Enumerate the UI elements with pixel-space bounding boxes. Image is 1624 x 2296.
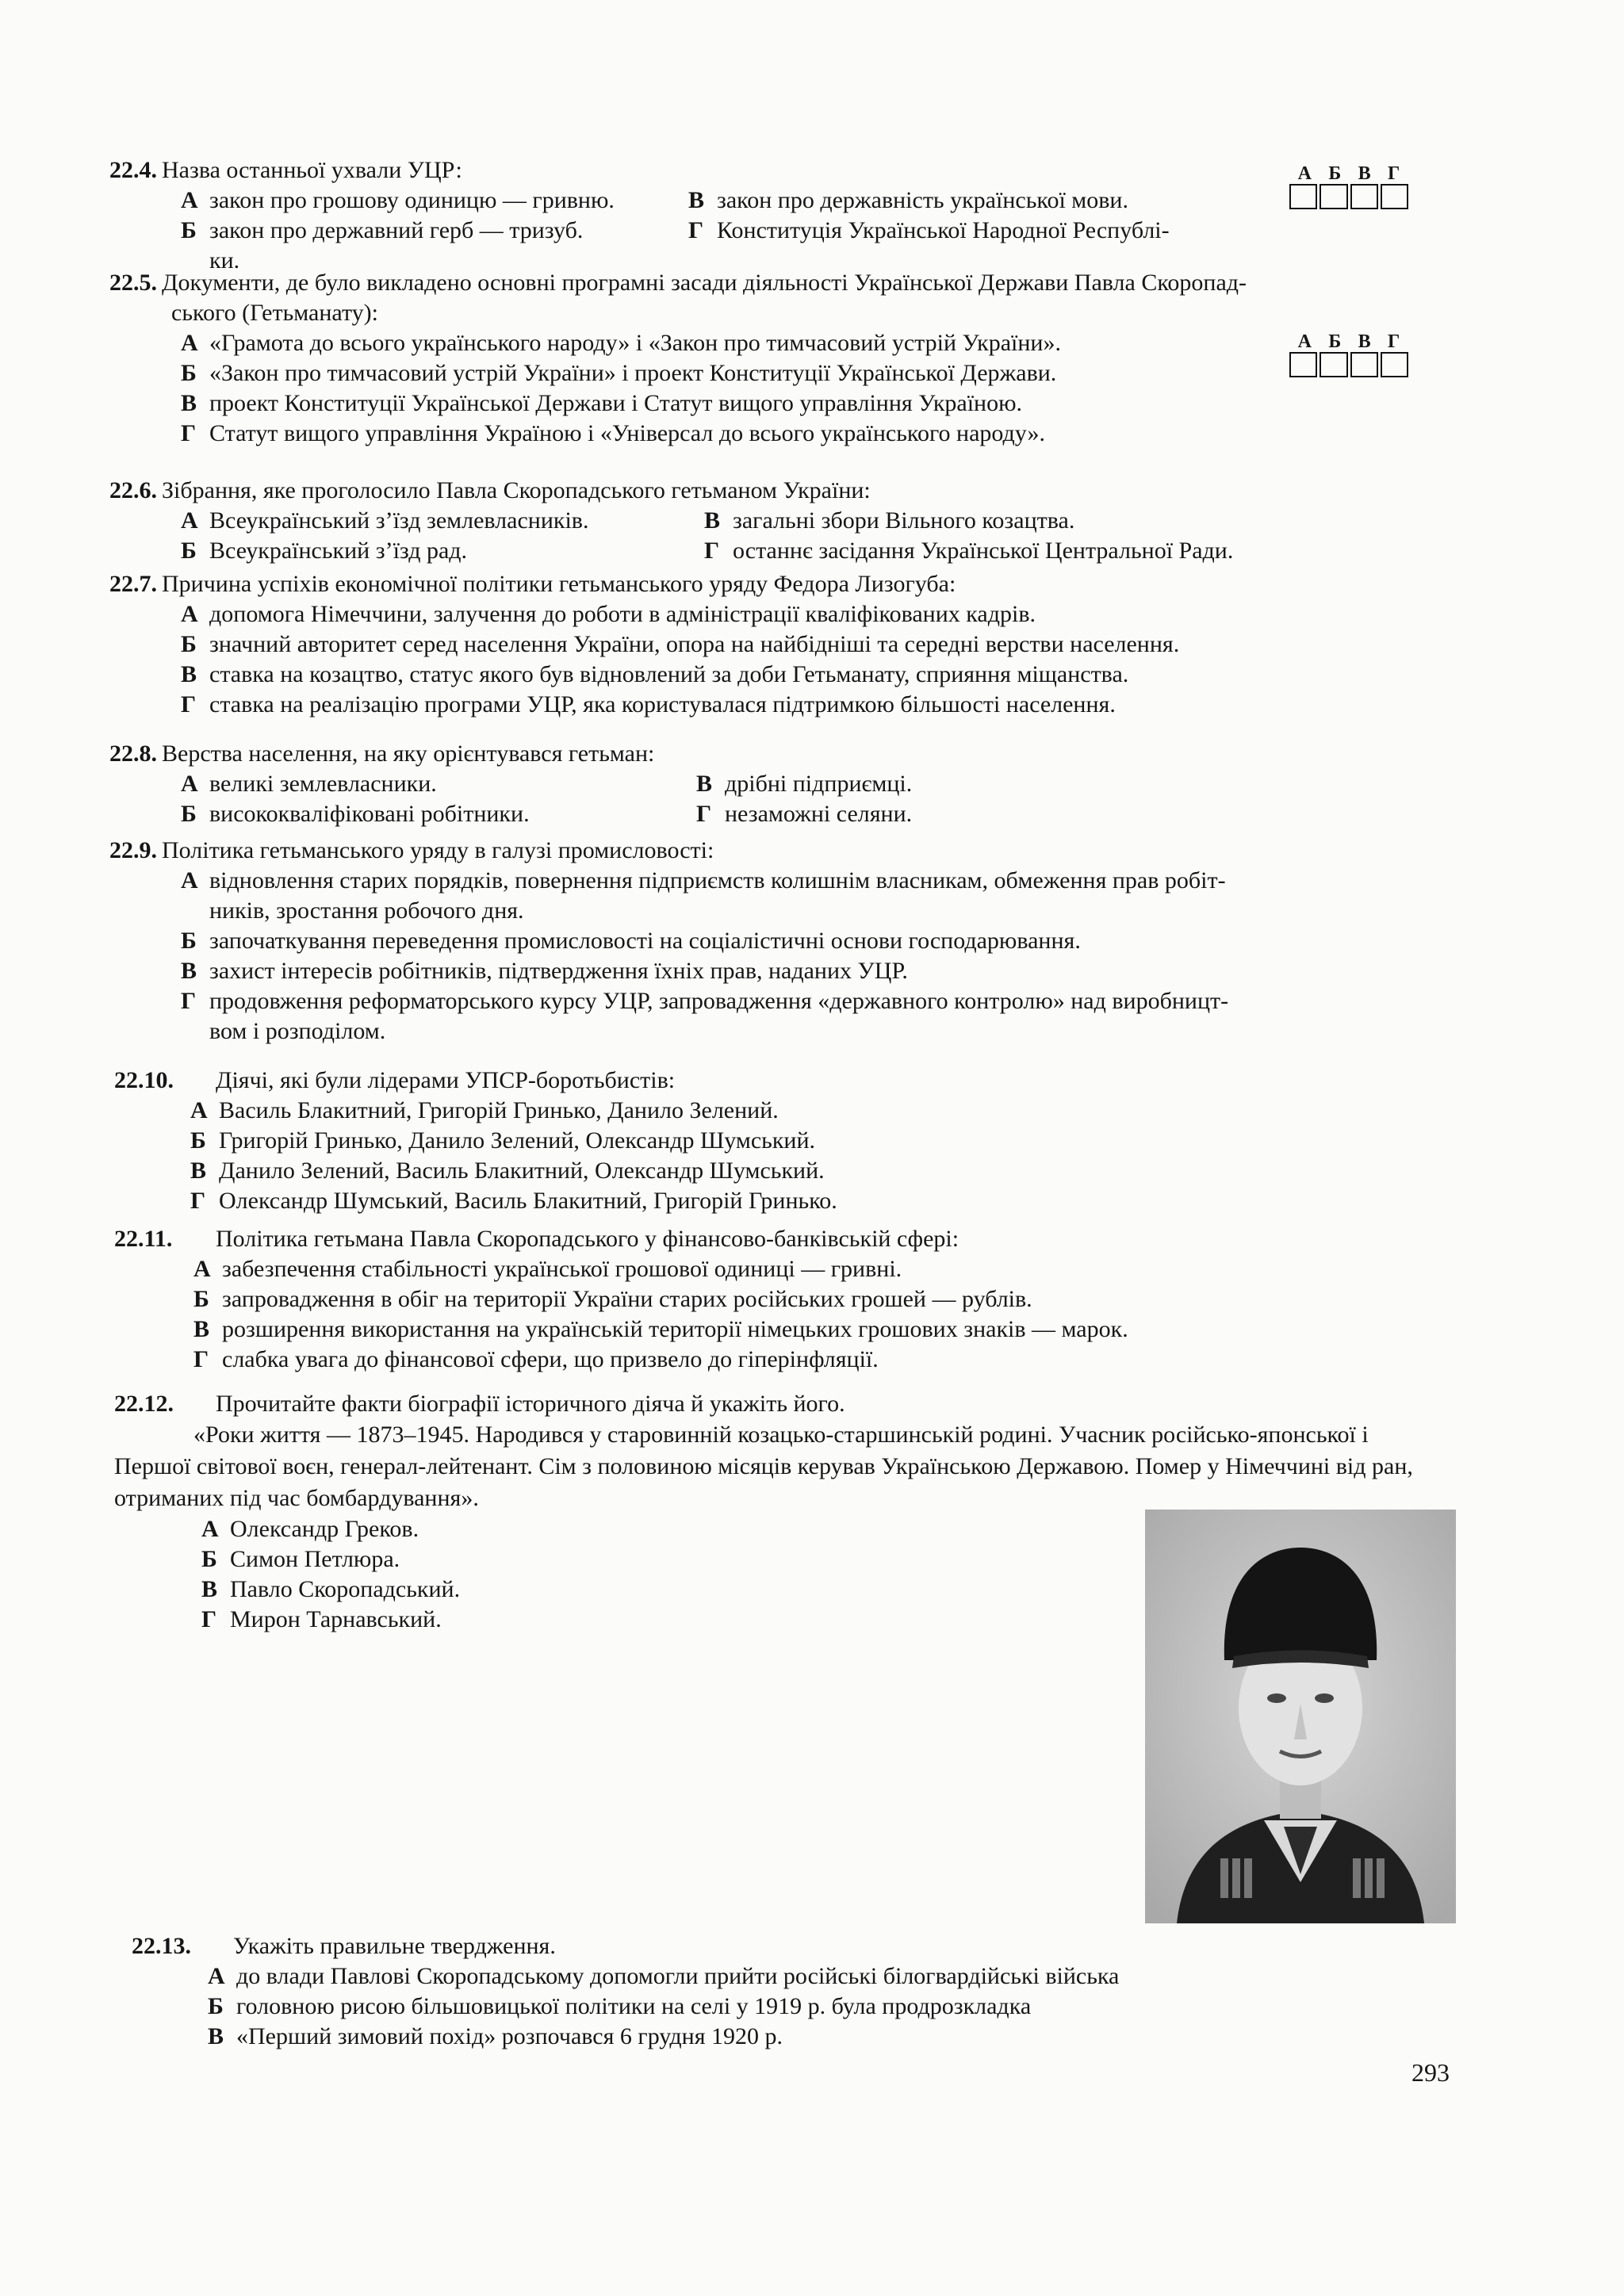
option-v: В ставка на козацтво, статус якого був відновлений за доби Гетьманату, сприяння міщанства. (181, 661, 1129, 687)
option-b: Б Григорій Гринько, Данило Зелений, Олександр Шумський. (190, 1127, 816, 1154)
answer-box[interactable] (1289, 352, 1317, 377)
question-text: Верства населення, на яку орієнтувався гетьман: (162, 740, 655, 767)
option-g: Г Олександр Шумський, Василь Блакитний, Григорій Гринько. (190, 1188, 837, 1214)
question-22-7 (109, 569, 1457, 720)
question-text: Зібрання, яке проголосило Павла Скоропадського гетьманом України: (162, 477, 871, 503)
option-a: А закон про грошову одиницю — гривню. (181, 187, 615, 213)
option-v: В розширення використання на українській території німецьких грошових знаків — марок. (193, 1316, 1128, 1342)
option-b: Б «Закон про тимчасовий устрій України» і проект Конституції Української Держави. (181, 360, 1057, 386)
question-text: Причина успіхів економічної політики гетьманського уряду Федора Лизогуба: (162, 571, 956, 597)
question-number: 22.10. (114, 1067, 174, 1093)
question-number: 22.9. (109, 837, 157, 863)
question-number: 22.6. (109, 477, 157, 503)
question-number: 22.5. (109, 270, 157, 296)
question-text: Укажіть правильне твердження. (233, 1933, 556, 1959)
question-22-8 (109, 739, 1457, 829)
option-v: В Павло Скоропадський. (201, 1576, 461, 1602)
question-number: 22.4. (109, 157, 157, 183)
question-text: Назва останньої ухвали УЦР: (162, 157, 462, 183)
option-b: Б Всеукраїнський з’їзд рад. (181, 538, 468, 564)
option-g: Г продовження реформаторського курсу УЦР, запровадження «державного контролю» над виробницт- вом і розподілом. (181, 988, 1229, 1044)
options-grid (181, 769, 1457, 829)
option-b: Б головною рисою більшовицької політики на селі у 1919 р. була продрозкладка (208, 1993, 1032, 2019)
answer-box[interactable] (1289, 184, 1317, 209)
question-text-continued: ського (Гетьманату): (171, 300, 378, 326)
option-v: В «Перший зимовий похід» розпочався 6 грудня 1920 р. (208, 2023, 783, 2049)
portrait-illustration (1145, 1510, 1456, 1923)
option-v: В захист інтересів робітників, підтвердження їхніх прав, наданих УЦР. (181, 958, 908, 984)
option-a: А забезпечення стабільності української грошової одиниці — гривні. (193, 1256, 902, 1282)
question-number: 22.12. (114, 1391, 174, 1417)
question-22-6 (109, 476, 1457, 566)
question-22-5 (109, 268, 1457, 449)
option-a: А відновлення старих порядків, повернення підприємств колишнім власникам, обмеження прав робіт- ників, зростання робочого дня. (181, 867, 1226, 924)
answer-box[interactable] (1381, 184, 1408, 209)
question-22-13 (132, 1931, 1480, 2052)
question-22-11 (114, 1224, 1462, 1375)
answer-box[interactable] (1350, 184, 1378, 209)
option-b: Б започаткування переведення промисловості на соціалістичні основи господарювання. (181, 928, 1081, 954)
question-text: Документи, де було викладено основні програмні засади діяльності Української Держави Павла Скоропад- (162, 270, 1247, 296)
question-22-9 (109, 836, 1457, 1047)
question-number: 22.13. (132, 1933, 191, 1959)
option-v: В Данило Зелений, Василь Блакитний, Олександр Шумський. (190, 1158, 825, 1184)
answer-grid-22-4: А Б В Г (1289, 163, 1408, 209)
answer-box[interactable] (1320, 352, 1347, 377)
answer-box[interactable] (1381, 352, 1408, 377)
biography-quote: «Роки життя — 1873–1945. Народився у старовинній козацько-старшинській родині. Учасник російсько-японської і Першої світової воєн, генерал-лейтенант. Сім з половиною місяців керував Українською Державою. Помер у Німеччині від ран, отриманих під час бомбардування». (114, 1422, 1413, 1511)
question-number: 22.8. (109, 740, 157, 767)
option-b: Б висококваліфіковані робітники. (181, 801, 530, 827)
page-number: 293 (1411, 2058, 1450, 2087)
option-g: Г Статут вищого управління Україною і «Універсал до всього українського народу». (181, 420, 1046, 446)
question-22-4 (109, 155, 1457, 276)
option-b: Б Симон Петлюра. (201, 1546, 400, 1572)
question-22-10 (114, 1066, 1462, 1216)
option-a: А Василь Блакитний, Григорій Гринько, Данило Зелений. (190, 1097, 779, 1123)
portrait-photo (1145, 1510, 1456, 1923)
answer-grid-22-5: А Б В Г (1289, 331, 1408, 377)
option-g: Г слабка увага до фінансової сфери, що призвело до гіперінфляції. (193, 1346, 879, 1372)
option-a: А до влади Павлові Скоропадському допомогли прийти російські білогвардійські війська (208, 1963, 1120, 1989)
option-b: Б закон про державний герб — тризуб. (181, 217, 584, 243)
option-a: А «Грамота до всього українського народу» і «Закон про тимчасовий устрій України». (181, 330, 1061, 356)
answer-box[interactable] (1350, 352, 1378, 377)
option-b: Б запровадження в обіг на території України старих російських грошей — рублів. (193, 1286, 1032, 1312)
question-number: 22.11. (114, 1226, 173, 1252)
option-g: Г ставка на реалізацію програми УЦР, яка користувалася підтримкою більшості населення. (181, 691, 1116, 718)
question-text: Діячі, які були лідерами УПСР-боротьбистів: (216, 1067, 676, 1093)
option-g: Г Конституція Української Народної Республі- (688, 217, 1170, 243)
option-a: А Олександр Греков. (201, 1516, 419, 1542)
option-g: Г незаможні селяни. (696, 801, 913, 827)
option-g-continued: ки. (209, 247, 240, 274)
option-g: Г Мирон Тарнавський. (201, 1606, 442, 1632)
option-a: А допомога Німеччини, залучення до роботи в адміністрації кваліфікованих кадрів. (181, 601, 1036, 627)
option-g: Г останнє засідання Української Центральної Ради. (704, 538, 1234, 564)
answer-box[interactable] (1320, 184, 1347, 209)
option-v: В закон про державність української мови. (688, 187, 1128, 213)
option-v: В загальні збори Вільного козацтва. (704, 507, 1075, 534)
option-a: А великі землевласники. (181, 771, 437, 797)
option-a: А Всеукраїнський з’їзд землевласників. (181, 507, 589, 534)
question-text: Політика гетьманського уряду в галузі промисловості: (162, 837, 714, 863)
option-v: В проект Конституції Української Держави і Статут вищого управління Україною. (181, 390, 1023, 416)
question-text: Прочитайте факти біографії історичного діяча й укажіть його. (216, 1391, 845, 1417)
question-text: Політика гетьмана Павла Скоропадського у фінансово-банківській сфері: (216, 1226, 959, 1252)
option-b: Б значний авторитет серед населення України, опора на найбідніші та середні верстви населення. (181, 631, 1180, 657)
options-grid (181, 186, 1457, 246)
option-v: В дрібні підприємці. (696, 771, 913, 797)
options-grid (181, 506, 1457, 566)
question-number: 22.7. (109, 571, 157, 597)
